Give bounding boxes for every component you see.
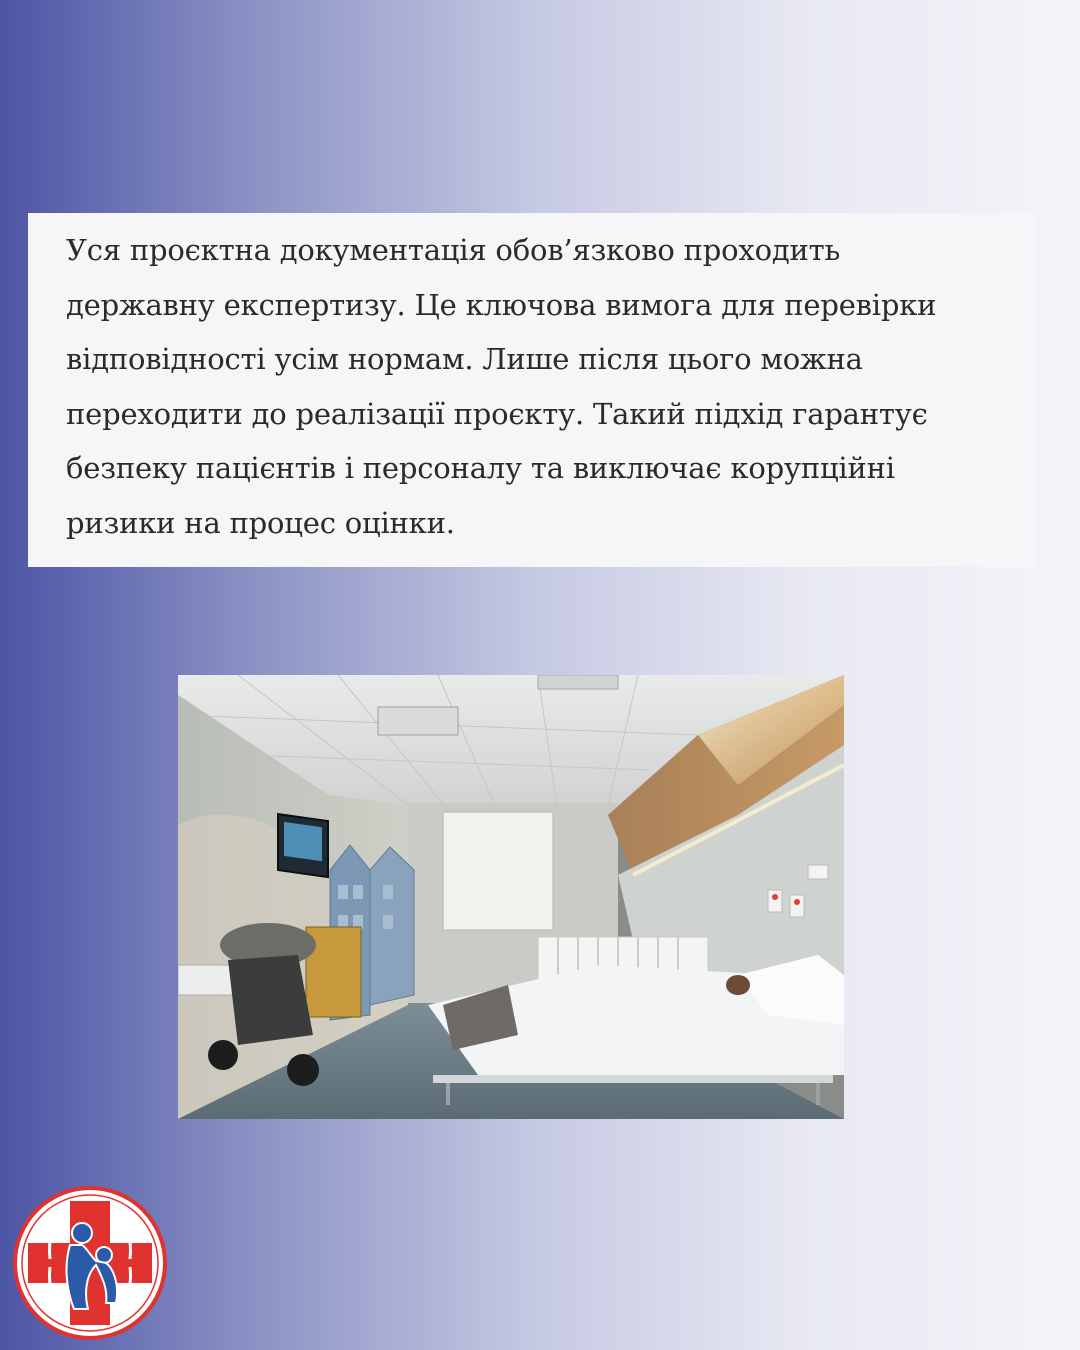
text-line-2: державну експертизу. Це ключова вимога для перевірки: [66, 287, 937, 322]
text-line-1: Уся проєктна документація обов’язково проходить: [66, 233, 841, 267]
text-line-6: ризики на процес оцінки.: [66, 505, 455, 540]
text-card: [28, 213, 1034, 567]
text-line-4: переходити до реалізації проєкту. Такий підхід гарантує: [66, 396, 928, 431]
hospital-ward-photo: [178, 675, 844, 1119]
text-line-3: відповідності усім нормам. Лише після цього можна: [66, 342, 863, 376]
text-line-5: безпеку пацієнтів і персоналу та виключає корупційні: [66, 451, 895, 485]
medical-cross-logo-icon: [12, 1185, 168, 1341]
